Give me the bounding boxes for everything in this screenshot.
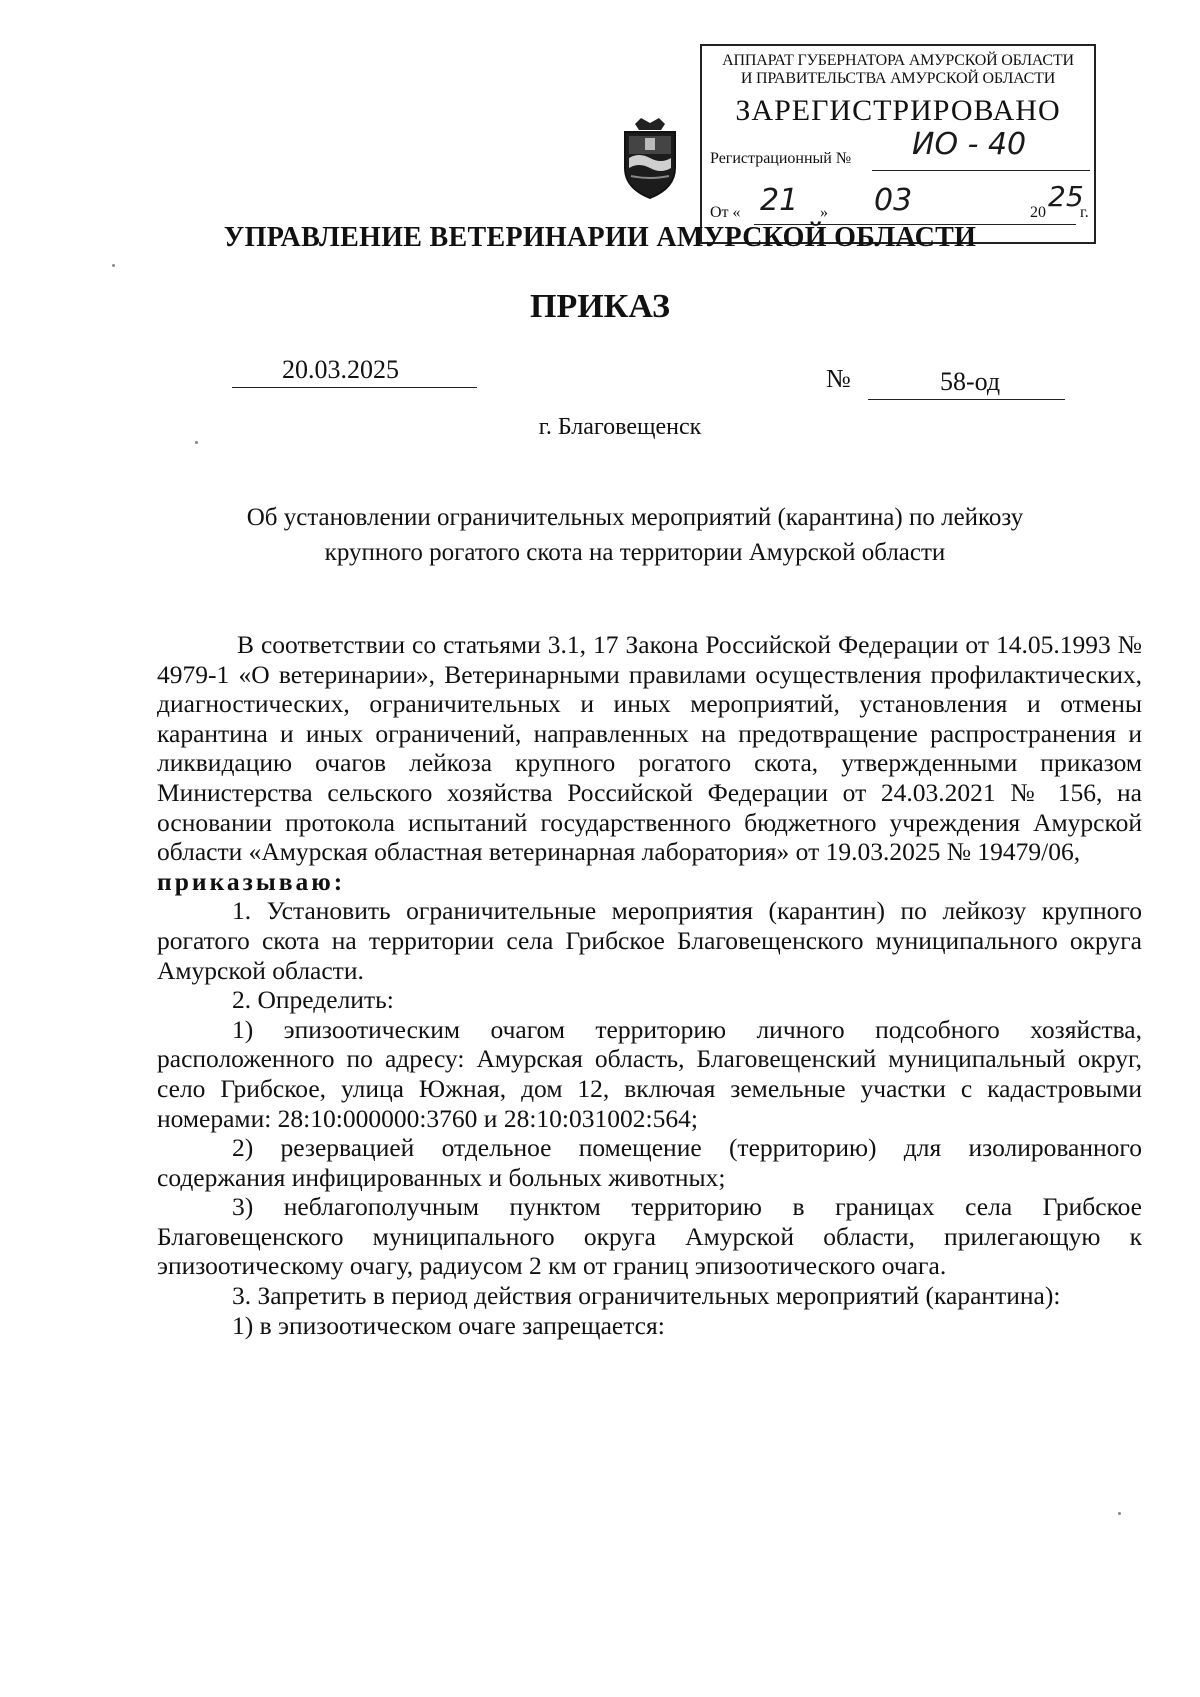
preamble-paragraph: В соответствии со статьями 3.1, 17 Закона Российской Федерации от 14.05.1993 № 4979-1 «О ветеринарии», Ветеринарными правилами осуществления профилактических, диагностических, ограничительных и иных мероприятий, установления и отмены карантина и иных ограничений, направленных на предотвращение распространения и ликвидацию очагов лейкоза крупного рогатого скота, утвержденными приказом Министерства сельского хозяйства Российской Федерации от 24.03.2021 № 156, на основании протокола испытаний государственного бюджетного учреждения Амурской области «Амурская областная ветеринарная лаборатория» от 19.03.2025 № 19479/06, xyxy=(157,630,1142,867)
clause-3-1: 1) в эпизоотическом очаге запрещается: xyxy=(232,1310,665,1340)
stamp-reg-label: Регистрационный № xyxy=(710,150,852,167)
subject-line2: крупного рогатого скота на территории Амурской области xyxy=(324,539,946,566)
stamp-date-year-end: г. xyxy=(1080,204,1089,221)
issue-city: г. Благовещенск xyxy=(538,414,702,440)
order-number-underline xyxy=(868,399,1065,400)
clause-3: 3. Запретить в период действия ограничительных мероприятий (карантина): xyxy=(232,1281,1061,1311)
order-date-underline xyxy=(232,387,477,388)
subject-line1: Об установлении ограничительных мероприятий (карантина) по лейкозу xyxy=(246,504,1024,531)
stamp-date-mid: » xyxy=(820,204,828,221)
stamp-org-line1: АППАРАТ ГУБЕРНАТОРА АМУРСКОЙ ОБЛАСТИ xyxy=(722,52,1074,69)
clause-2-2: 2) резервацией отдельное помещение (территорию) для изолированного содержания инфицированных и больных животных; xyxy=(157,1133,1142,1192)
document-type: ПРИКАЗ xyxy=(530,288,670,325)
scan-speck xyxy=(112,264,115,267)
stamp-date-year-prefix: 20 xyxy=(1030,204,1046,221)
clause-2: 2. Определить: xyxy=(232,985,394,1015)
stamp-reg-number: ИО - 40 xyxy=(912,127,1027,162)
order-subject xyxy=(200,500,1070,570)
order-number-sign: № xyxy=(826,364,851,393)
clause-2-3: 3) неблагополучным пунктом территорию в границах села Грибское Благовещенского муниципального округа Амурской области, прилегающую к эпизоотическому очагу, радиусом 2 км от границ эпизоотического очага. xyxy=(157,1192,1142,1281)
clause-1: 1. Установить ограничительные мероприятия (карантин) по лейкозу крупного рогатого скота на территории села Грибское Благовещенского муниципального округа Амурской области. xyxy=(157,896,1142,985)
scan-speck xyxy=(1118,1512,1121,1515)
order-body xyxy=(157,630,1142,1340)
stamp-date-month: 03 xyxy=(874,183,913,218)
stamp-date-day: 21 xyxy=(760,183,799,218)
agency-name: УПРАВЛЕНИЕ ВЕТЕРИНАРИИ АМУРСКОЙ ОБЛАСТИ xyxy=(223,222,977,253)
order-word: приказываю: xyxy=(157,866,346,896)
order-number: 58-од xyxy=(940,367,1001,396)
stamp-date-prefix: От « xyxy=(710,204,741,221)
stamp-date-year-suffix: 25 xyxy=(1048,180,1084,213)
stamp-organization xyxy=(702,46,1094,88)
order-date: 20.03.2025 xyxy=(282,355,399,384)
stamp-reg-underline xyxy=(872,170,1090,171)
stamp-title: ЗАРЕГИСТРИРОВАНО xyxy=(735,94,1061,127)
scan-speck xyxy=(195,441,198,444)
stamp-date-row xyxy=(710,204,741,222)
registration-stamp xyxy=(700,44,1096,244)
stamp-reg-row xyxy=(710,150,851,168)
stamp-org-line2: И ПРАВИТЕЛЬСТВА АМУРСКОЙ ОБЛАСТИ xyxy=(740,70,1056,87)
clause-2-1: 1) эпизоотическим очагом территорию личного подсобного хозяйства, расположенного по адресу: Амурская область, Благовещенский муниципальный округ, село Грибское, улица Южная, дом 12, включая земельные участки с кадастровыми номерами: 28:10:000000:3760 и 28:10:031002:564; xyxy=(157,1014,1142,1133)
coat-of-arms-icon xyxy=(617,118,683,200)
